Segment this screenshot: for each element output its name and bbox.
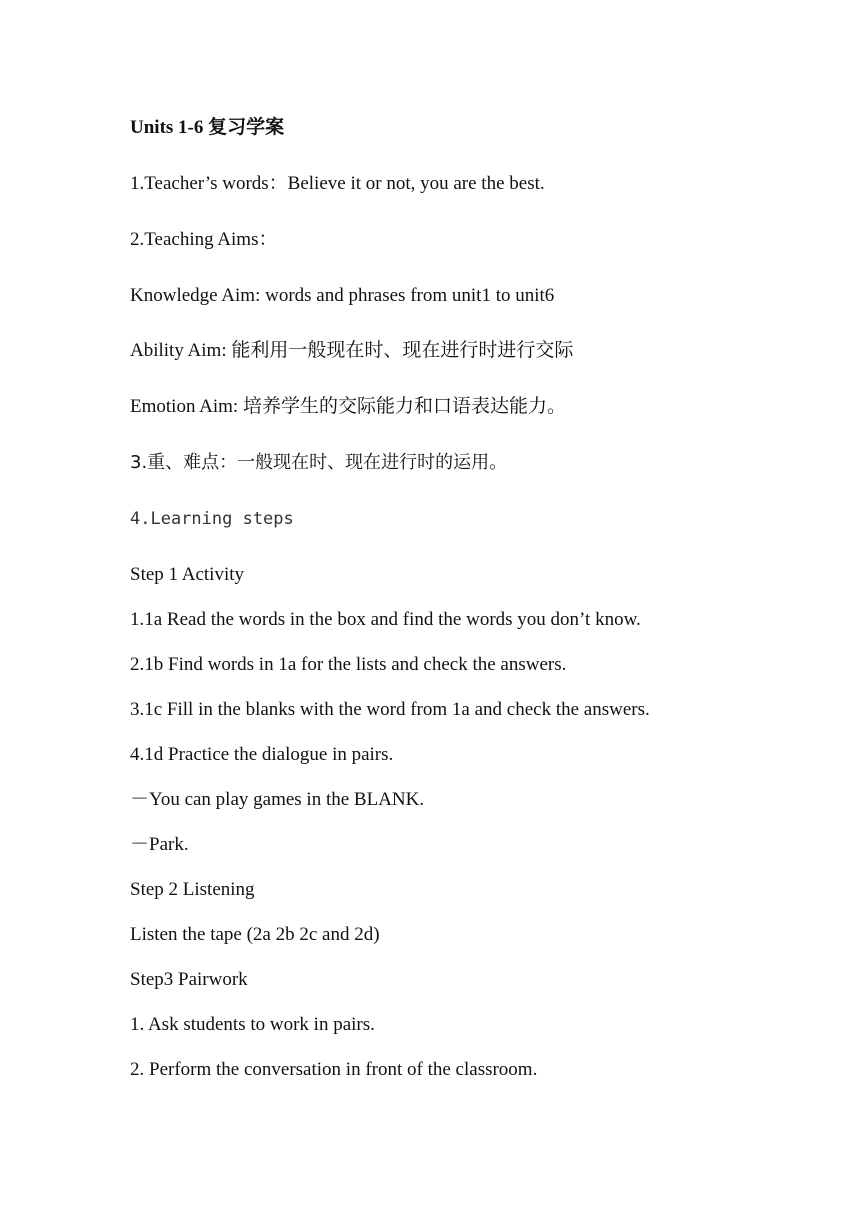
ability-aim: Ability Aim: 能利用一般现在时、现在进行时进行交际	[130, 340, 574, 361]
teacher-words: 1.Teacher’s words：Believe it or not, you are the best.	[130, 173, 545, 194]
step3-item: 2. Perform the conversation in front of the classroom.	[130, 1059, 538, 1080]
step1-item: 3.1c Fill in the blanks with the word from 1a and check the answers.	[130, 699, 650, 720]
step2-heading: Step 2 Listening	[130, 879, 255, 900]
knowledge-aim: Knowledge Aim: words and phrases from unit1 to unit6	[130, 285, 555, 306]
dialogue-line: －You can play games in the BLANK.	[130, 789, 425, 810]
step2-text: Listen the tape (2a 2b 2c and 2d)	[130, 924, 380, 945]
step1-heading: Step 1 Activity	[130, 564, 244, 585]
document-title: Units 1-6 复习学案	[130, 117, 285, 138]
key-points: 3.重、难点：一般现在时、现在进行时的运用。	[130, 452, 508, 473]
step1-item: 1.1a Read the words in the box and find the words you don’t know.	[130, 609, 641, 630]
step3-item: 1. Ask students to work in pairs.	[130, 1014, 375, 1035]
step1-item: 4.1d Practice the dialogue in pairs.	[130, 744, 394, 765]
teaching-aims-heading: 2.Teaching Aims：	[130, 229, 278, 250]
step3-heading: Step3 Pairwork	[130, 969, 248, 990]
learning-steps-heading: 4.Learning steps	[130, 509, 294, 529]
emotion-aim: Emotion Aim: 培养学生的交际能力和口语表达能力。	[130, 396, 566, 417]
step1-item: 2.1b Find words in 1a for the lists and check the answers.	[130, 654, 567, 675]
dialogue-line: －Park.	[130, 834, 189, 855]
